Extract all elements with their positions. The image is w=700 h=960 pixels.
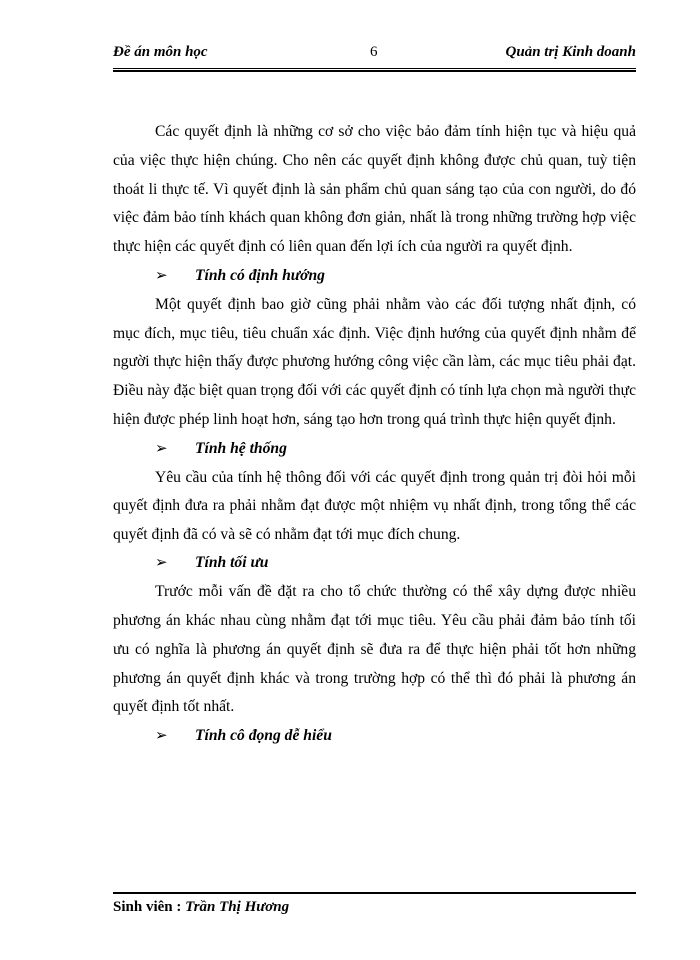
course-title: Đề án môn học: [113, 44, 208, 60]
arrow-bullet-icon: ➢: [155, 267, 168, 284]
section-heading-text: Tính hệ thống: [195, 439, 287, 457]
section-heading: [113, 549, 636, 578]
arrow-bullet-icon: ➢: [155, 728, 168, 745]
section-heading-text: Tính tối ưu: [195, 554, 269, 572]
footer-divider: [113, 892, 636, 894]
arrow-bullet-icon: ➢: [155, 440, 168, 457]
document-body: [113, 118, 636, 751]
intro-paragraph: Các quyết định là những cơ sở cho việc bảo đảm tính hiện tục và hiệu quả của việc thực hiện chúng. Cho nên các quyết định không được chủ quan, tuỳ tiện thoát li thực tế. Vì quyết định là sản phẩm chủ quan sáng tạo của con người, do đó việc đảm bảo tính khách quan không đơn giản, nhất là trong những trường hợp việc thực hiện các quyết định có liên quan đến lợi ích của người ra quyết định.: [113, 123, 636, 256]
section-paragraph: Yêu cầu của tính hệ thông đối với các quyết định trong quản trị đòi hỏi mỗi quyết định đưa ra phải nhằm đạt được một nhiệm vụ nhất định, trong tổng thể các quyết định đã có và sẽ có nhằm đạt tới mục đích chung.: [113, 468, 636, 543]
section-paragraph: Một quyết định bao giờ cũng phải nhằm vào các đối tượng nhất định, có mục đích, mục tiêu, tiêu chuẩn xác định. Việc định hướng của quyết định nhằm để người thực hiện thấy được phương hướng công việc cần làm, các mục tiêu phải đạt. Điều này đặc biệt quan trọng đối với các quyết định có tính lựa chọn mà người thực hiện được phép linh hoạt hơn, sáng tạo hơn trong quá trình thực hiện quyết định.: [113, 295, 636, 428]
header-divider: [113, 68, 636, 72]
page-header: [113, 44, 636, 68]
page-number: 6: [370, 44, 378, 60]
student-name: Trần Thị Hương: [185, 899, 290, 915]
section-heading: [113, 262, 636, 291]
arrow-bullet-icon: ➢: [155, 555, 168, 572]
section-heading-text: Tính có định hướng: [195, 266, 325, 284]
section-heading-text: Tính cô đọng dễ hiểu: [195, 727, 332, 745]
subject-title: Quản trị Kinh doanh: [505, 44, 636, 60]
student-label: Sinh viên :: [113, 899, 182, 915]
section-heading: [113, 435, 636, 464]
section-paragraph: Trước mỗi vấn đề đặt ra cho tổ chức thường có thể xây dựng được nhiều phương án khác nhau cùng nhằm đạt tới mục tiêu. Yêu cầu phải đảm bảo tính tối ưu có nghĩa là phương án quyết định sẽ đưa ra để thực hiện phải tốt hơn những phương án quyết định khác và trong trường hợp có thể thì đó phải là phương án quyết định tốt nhất.: [113, 583, 636, 716]
section-heading: [113, 722, 636, 751]
page-footer: [113, 899, 289, 916]
